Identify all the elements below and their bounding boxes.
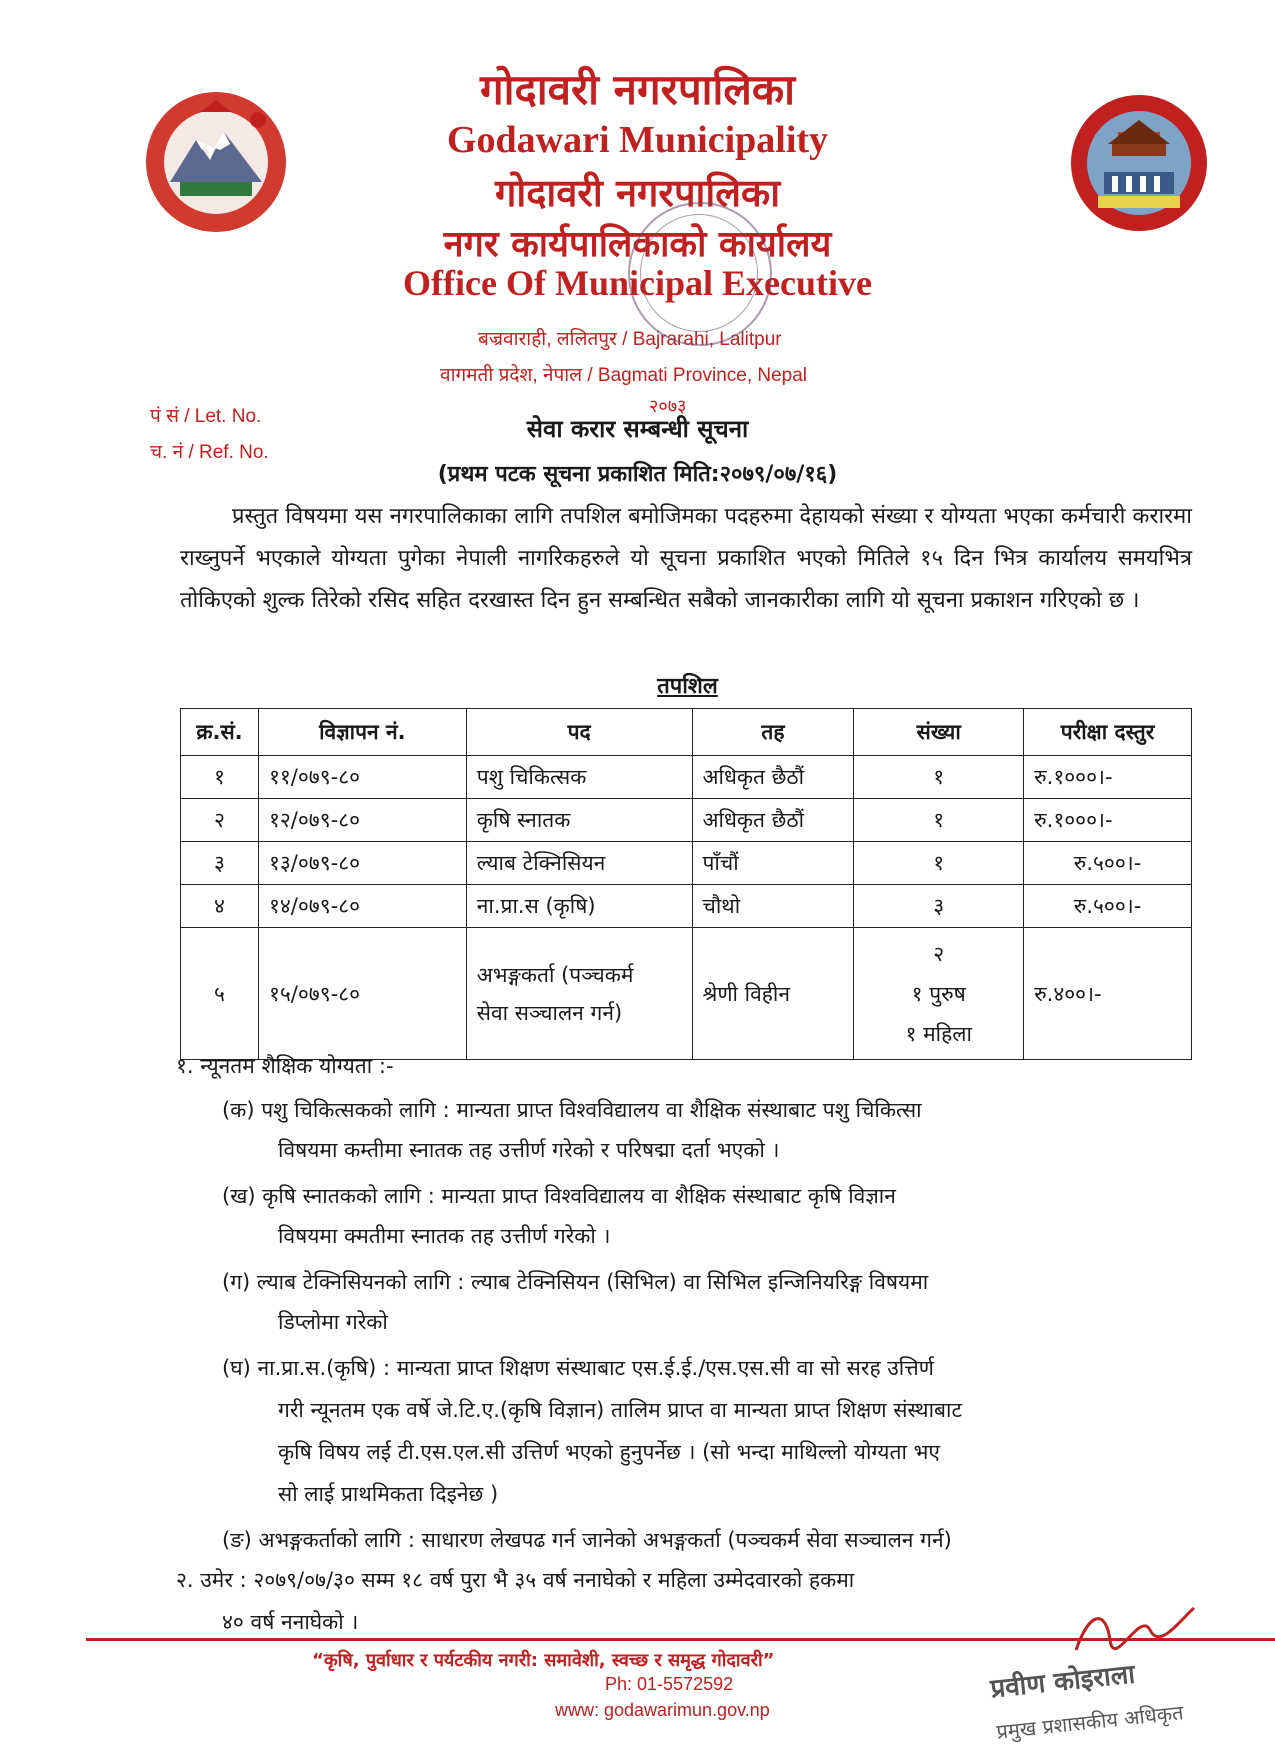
qualification-gha-cont-3: सो लाई प्राथमिकता दिइनेछ ) [278,1482,499,1506]
header-count: संख्या [854,709,1024,756]
cell-advertisement-no: ११/०७९-८० [258,756,466,799]
table-heading: तपशिल [657,674,718,699]
signature-scribble [1070,1600,1200,1660]
count-male: १ पुरुष [911,981,966,1006]
footer-slogan: “कृषि, पुर्वाधार र पर्यटकीय नगरी: समावेशी, स्वच्छ र समृद्ध गोदावरी” [312,1650,775,1671]
qualification-nga: (ङ) अभङ्गकर्ताको लागि : साधारण लेखपढ गर्न जानेको अभङ्गकर्ता (पञ्चकर्म सेवा सञ्चालन गर्न) [222,1528,952,1552]
qualification-gha-cont-1: गरी न्यूनतम एक वर्षे जे.टि.ए.(कृषि विज्ञान) तालिम प्राप्त वा मान्यता प्राप्त शिक्षण संस्थाबाट [278,1398,963,1422]
office-name-english: Office Of Municipal Executive [403,263,872,303]
qualification-ka: (क) पशु चिकित्सकको लागि : मान्यता प्राप्त विश्वविद्यालय वा शैक्षिक संस्थाबाट पशु चिकित्सा [222,1098,922,1122]
cell-exam-fee: रु.४००।- [1024,928,1192,1060]
header-level: तह [692,709,854,756]
table-row [181,799,1192,842]
post-line-1: अभङ्गकर्ता (पञ्चकर्म [476,962,634,987]
qualification-kha-cont: विषयमा क्मतीमा स्नातक तह उत्तीर्ण गरेको । [278,1224,611,1248]
qualification-kha: (ख) कृषि स्नातकको लागि : मान्यता प्राप्त विश्वविद्यालय वा शैक्षिक संस्थाबाट कृषि विज्ञान [222,1184,896,1208]
vacancy-table [180,708,1192,1060]
reference-number-label: च. नं / Ref. No. [150,442,269,463]
signature-designation-stamp: प्रमुख प्रशासकीय अधिकृत [995,1700,1185,1744]
header-advertisement-no: विज्ञापन नं. [258,709,466,756]
notice-paragraph: प्रस्तुत विषयमा यस नगरपालिकाका लागि तपशिल बमोजिमका पदहरुमा देहायको संख्या र योग्यता भएका कर्मचारी करारमा राख्नुपर्ने भएकाले योग्यता पुगेका नेपाली नागरिकहरुले यो सूचना प्रकाशित भएको मितिले १५ दिन भित्र कार्यालय समयभित्र तोकिएको शुल्क तिरेको रसिद सहित दरखास्त दिन हुन सम्बन्धित सबैको जानकारीका लागि यो सूचना प्रकाशन गरिएको छ । [180,504,1192,613]
post-line-2: सेवा सञ्चालन गर्न) [476,1000,623,1025]
cell-exam-fee: रु.५००।- [1024,885,1192,928]
cell-post: कृषि स्नातक [466,799,692,842]
header-post: पद [466,709,692,756]
cell-serial: ५ [181,928,259,1060]
office-name-nepali: नगर कार्यपालिकाको कार्यालय [443,224,832,265]
cell-serial: १ [181,756,259,799]
cell-exam-fee: रु.५००।- [1024,842,1192,885]
notice-subtitle: (प्रथम पटक सूचना प्रकाशित मिति:२०७९/०७/१६) [437,462,838,487]
municipality-name-nepali: गोदावरी नगरपालिका [479,65,796,114]
signature-name-stamp: प्रवीण कोइराला [989,1659,1137,1705]
municipality-name-english: Godawari Municipality [446,119,829,161]
cell-level: पाँचौं [692,842,854,885]
count-total: २ [933,941,945,966]
cell-exam-fee: रु.१०००।- [1024,799,1192,842]
qualification-gha: (घ) ना.प्रा.स.(कृषि) : मान्यता प्राप्त शिक्षण संस्थाबाट एस.ई.ई./एस.एस.सी वा सो सरह उत्तिर्ण [222,1356,934,1380]
cell-level: श्रेणी विहीन [692,928,854,1060]
cell-level: चौथो [692,885,854,928]
stamp-year: २०७३ [649,396,687,417]
cell-count: १ [854,799,1024,842]
cell-post: ना.प्रा.स (कृषि) [466,885,692,928]
cell-advertisement-no: १५/०७९-८० [258,928,466,1060]
cell-count: १ [854,756,1024,799]
table-row [181,928,1192,1060]
cell-serial: ४ [181,885,259,928]
age-requirement: २. उमेर : २०७९/०७/३० सम्म १८ वर्ष पुरा भै ३५ वर्ष ननाघेको र महिला उम्मेदवारको हकमा [176,1568,855,1592]
notice-title: सेवा करार सम्बन्धी सूचना [526,415,749,443]
age-requirement-cont: ४० वर्ष ननाघेको । [222,1610,359,1634]
cell-exam-fee: रु.१०००।- [1024,756,1192,799]
municipality-name-nepali-stylized: गोदावरी नगरपालिका [494,171,781,215]
address-line-1: बज्रवाराही, ललितपुर / Bajrarahi, Lalitpur [478,329,782,350]
qualification-heading: १. न्यूनतम शैक्षिक योग्यता :- [176,1054,394,1078]
table-row [181,885,1192,928]
footer-website: www: godawarimun.gov.np [555,1700,770,1720]
cell-count: ३ [854,885,1024,928]
qualification-ga-cont: डिप्लोमा गरेको [278,1310,388,1334]
table-header-row [181,709,1192,756]
letter-number-label: पं सं / Let. No. [150,406,262,427]
table-row [181,756,1192,799]
cell-level: अधिकृत छैठौं [692,756,854,799]
cell-post: ल्याब टेक्निसियन [466,842,692,885]
cell-post: पशु चिकित्सक [466,756,692,799]
header-exam-fee: परीक्षा दस्तुर [1024,709,1192,756]
cell-post [466,928,692,1060]
address-line-2: वागमती प्रदेश, नेपाल / Bagmati Province, Nepal [440,365,808,386]
cell-count [854,928,1024,1060]
cell-serial: २ [181,799,259,842]
cell-advertisement-no: १४/०७९-८० [258,885,466,928]
cell-level: अधिकृत छैठौं [692,799,854,842]
cell-advertisement-no: १२/०७९-८० [258,799,466,842]
qualification-ka-cont: विषयमा कम्तीमा स्नातक तह उत्तीर्ण गरेको र परिषद्मा दर्ता भएको । [278,1138,780,1162]
cell-advertisement-no: १३/०७९-८० [258,842,466,885]
header-serial: क्र.सं. [181,709,259,756]
cell-count: १ [854,842,1024,885]
office-stamp [628,202,772,346]
table-row [181,842,1192,885]
footer-phone: Ph: 01-5572592 [605,1674,734,1694]
cell-serial: ३ [181,842,259,885]
qualification-ga: (ग) ल्याब टेक्निसियनको लागि : ल्याब टेक्निसियन (सिभिल) वा सिभिल इन्जिनियरिङ्ग विषयमा [222,1270,929,1294]
count-female: १ महिला [905,1021,972,1046]
qualification-gha-cont-2: कृषि विषय लई टी.एस.एल.सी उत्तिर्ण भएको हुनुपर्नेछ । (सो भन्दा माथिल्लो योग्यता भए [278,1440,940,1464]
